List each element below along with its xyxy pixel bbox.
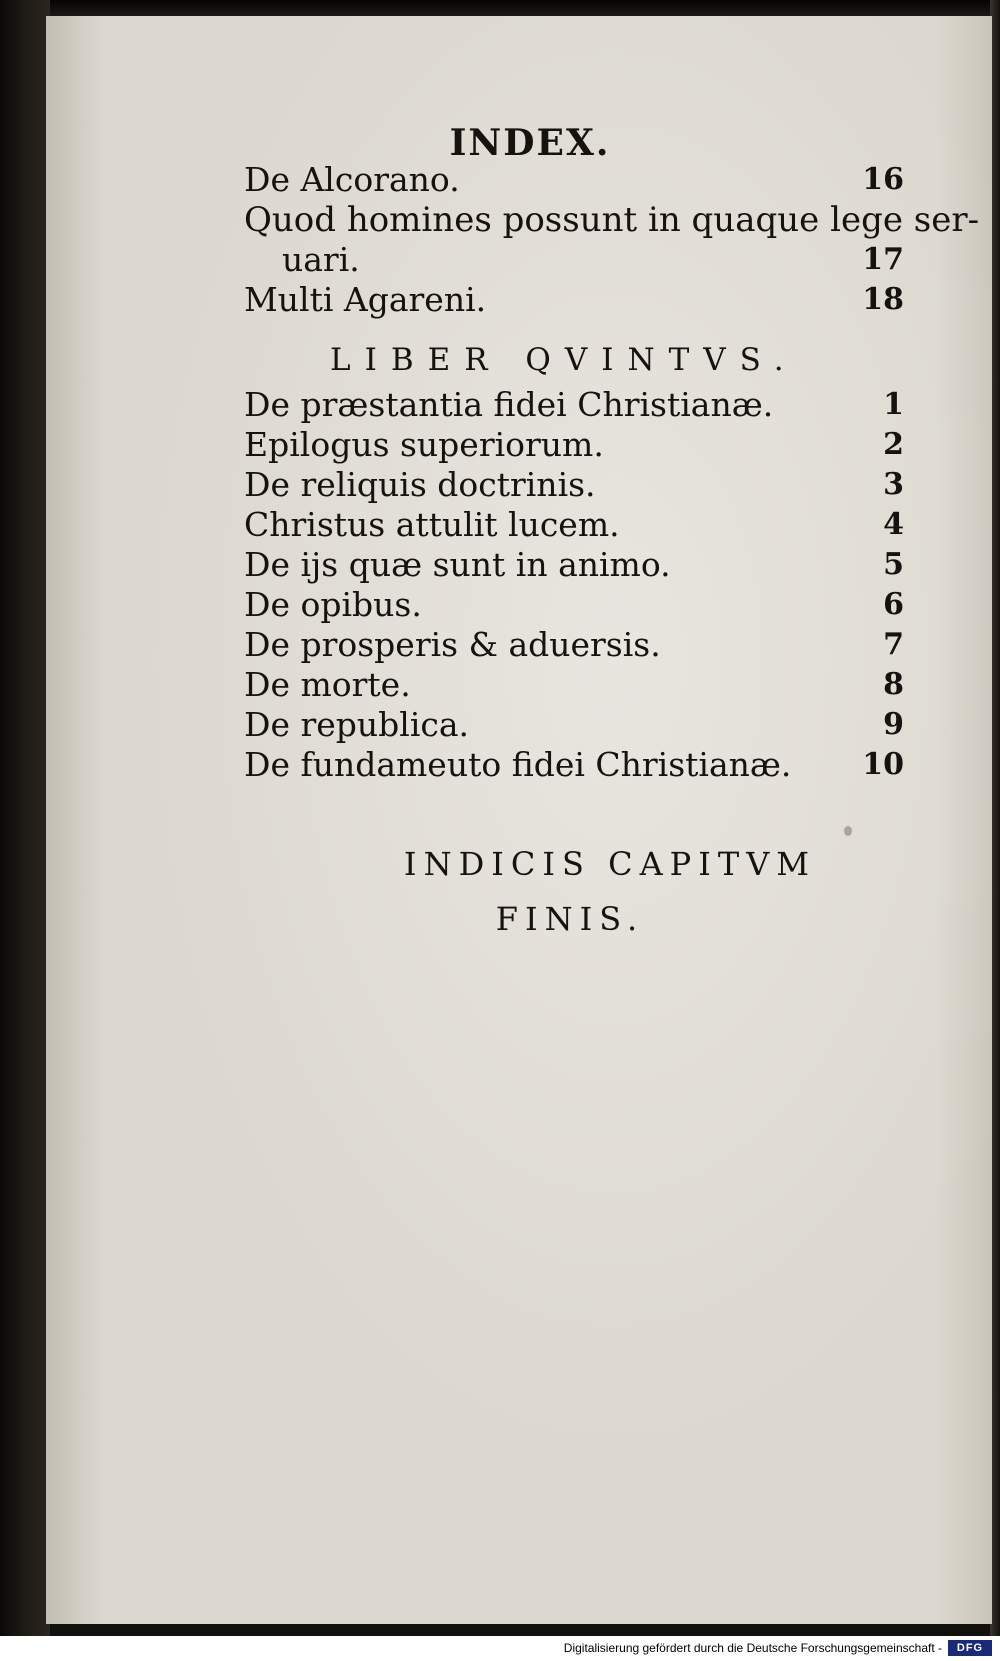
entry-title: Christus attulit lucem. (244, 505, 620, 544)
index-entry (244, 585, 904, 625)
book-heading: LIBER QVINTVS. (330, 342, 798, 378)
entry-title: De republica. (244, 705, 470, 744)
entry-page-number: 4 (883, 507, 904, 542)
entry-page-number: 6 (883, 587, 904, 622)
index-entry (244, 745, 904, 785)
book-top-edge (0, 0, 1000, 16)
index-entry (244, 240, 904, 280)
entry-title: De ijs quæ sunt in animo. (244, 545, 671, 584)
index-entry (244, 160, 904, 200)
entry-title: De opibus. (244, 585, 422, 624)
index-entry (244, 465, 904, 505)
entry-page-number: 18 (862, 282, 904, 317)
entry-page-number: 8 (883, 667, 904, 702)
entry-title: De prosperis & aduersis. (244, 625, 661, 664)
index-entry (244, 625, 904, 665)
entry-title: De fundameuto fidei Christianæ. (244, 745, 792, 784)
digitization-footer (0, 1636, 1000, 1661)
entry-page-number: 7 (883, 627, 904, 662)
footer-credit: Digitalisierung gefördert durch die Deutsche Forschungsgemeinschaft - (563, 1641, 942, 1655)
entry-title: Multi Agareni. (244, 280, 487, 319)
entry-title: De reliquis doctrinis. (244, 465, 596, 504)
entry-page-number: 9 (883, 707, 904, 742)
entry-title: De Alcorano. (244, 160, 460, 199)
entry-page-number: 2 (883, 427, 904, 462)
index-entry (244, 545, 904, 585)
entry-title: Epilogus superiorum. (244, 425, 604, 464)
page-header: INDEX. (449, 122, 611, 164)
closing-line-finis: FINIS. (495, 900, 645, 938)
index-entry (244, 425, 904, 465)
entry-page-number: 1 (883, 387, 904, 422)
closing-line: INDICIS CAPITVM (403, 845, 817, 883)
index-entry (244, 665, 904, 705)
entry-page-number: 17 (862, 242, 904, 277)
index-entry (244, 200, 980, 240)
index-entry (244, 385, 904, 425)
entry-title: De præstantia fidei Christianæ. (244, 385, 774, 424)
entry-page-number: 3 (883, 467, 904, 502)
index-entry (244, 505, 904, 545)
paper-stain (844, 826, 852, 836)
entry-page-number: 10 (862, 747, 904, 782)
entry-page-number: 5 (883, 547, 904, 582)
index-entry (244, 280, 904, 320)
entry-title: Quod homines possunt in quaque lege ser- (244, 200, 980, 240)
entry-title: uari. (282, 240, 360, 279)
book-spine-edge (0, 0, 50, 1661)
index-entry (244, 705, 904, 745)
entry-title: De morte. (244, 665, 411, 704)
entry-page-number: 16 (862, 162, 904, 197)
dfg-logo-icon: DFG (948, 1640, 992, 1656)
